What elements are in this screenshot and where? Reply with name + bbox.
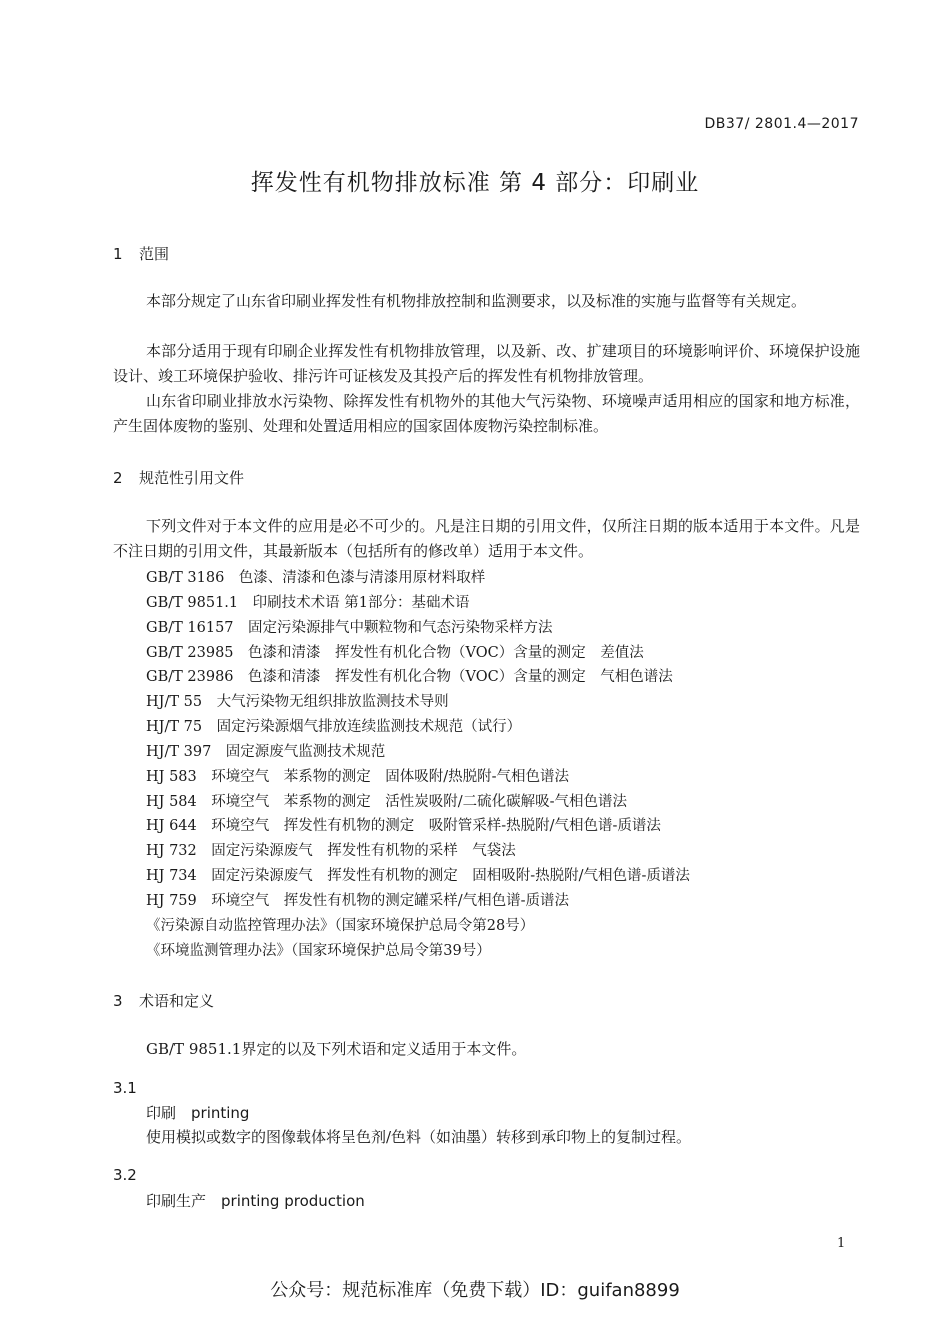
reference-item: HJ/T 55 大气污染物无组织排放监测技术导则 — [146, 694, 449, 711]
footer-watermark: 公众号：规范标准库（免费下载）ID：guifan8899 — [270, 1280, 680, 1301]
reference-item: HJ 734 固定污染源废气 挥发性有机物的测定 固相吸附-热脱附/气相色谱-质谱法 — [146, 868, 690, 885]
term-name: 印刷生产 printing production — [146, 1192, 365, 1210]
section-title: 规范性引用文件 — [139, 469, 245, 487]
reference-item: 《污染源自动监控管理办法》（国家环境保护总局令第28号） — [146, 917, 535, 934]
paragraph: 下列文件对于本文件的应用是必不可少的。凡是注日期的引用文件，仅所注日期的版本适用于本文件。凡是不注日期的引用文件，其最新版本（包括所有的修改单）适用于本文件。 — [113, 517, 860, 560]
reference-item: GB/T 9851.1 印刷技术术语 第1部分：基础术语 — [146, 594, 470, 611]
section-number: 2 — [113, 469, 123, 487]
reference-item: GB/T 23986 色漆和清漆 挥发性有机化合物（VOC）含量的测定 气相色谱法 — [146, 669, 673, 686]
reference-item: GB/T 23985 色漆和清漆 挥发性有机化合物（VOC）含量的测定 差值法 — [146, 644, 644, 661]
reference-item: HJ 732 固定污染源废气 挥发性有机物的采样 气袋法 — [146, 843, 516, 860]
section-2-heading — [113, 467, 244, 488]
reference-item: HJ 759 环境空气 挥发性有机物的测定罐采样/气相色谱-质谱法 — [146, 892, 570, 909]
reference-item: HJ/T 397 固定源废气监测技术规范 — [146, 743, 386, 760]
term-number: 3.1 — [113, 1079, 137, 1097]
reference-item: GB/T 16157 固定污染源排气中颗粒物和气态污染物采样方法 — [146, 619, 553, 636]
reference-list — [146, 566, 690, 964]
paragraph: 本部分规定了山东省印刷业挥发性有机物排放控制和监测要求，以及标准的实施与监督等有关规定。 — [146, 292, 807, 310]
term-number: 3.2 — [113, 1166, 137, 1184]
section-number: 3 — [113, 992, 123, 1010]
reference-item: HJ 583 环境空气 苯系物的测定 固体吸附/热脱附-气相色谱法 — [146, 768, 570, 785]
document-title: 挥发性有机物排放标准 第 4 部分：印刷业 — [250, 170, 700, 196]
paragraph: GB/T 9851.1界定的以及下列术语和定义适用于本文件。 — [146, 1040, 527, 1058]
section-title: 范围 — [139, 245, 170, 263]
reference-item: 《环境监测管理办法》（国家环境保护总局令第39号） — [146, 942, 491, 959]
reference-item: HJ/T 75 固定污染源烟气排放连续监测技术规范（试行） — [146, 719, 522, 736]
section-number: 1 — [113, 245, 123, 263]
reference-item: GB/T 3186 色漆、清漆和色漆与清漆用原材料取样 — [146, 570, 486, 586]
section-title: 术语和定义 — [139, 992, 215, 1010]
paragraph: 本部分适用于现有印刷企业挥发性有机物排放管理，以及新、改、扩建项目的环境影响评价、环境保护设施设计、竣工环境保护验收、排污许可证核发及其投产后的挥发性有机物排放管理。 — [113, 342, 860, 385]
term-name: 印刷 printing — [146, 1104, 250, 1122]
document-code: DB37/ 2801.4—2017 — [704, 116, 859, 132]
paragraph: 山东省印刷业排放水污染物、除挥发性有机物外的其他大气污染物、环境噪声适用相应的国家和地方标准，产生固体废物的鉴别、处理和处置适用相应的国家固体废物污染控制标准。 — [113, 392, 860, 435]
section-3-heading — [113, 990, 214, 1011]
section-1-heading — [113, 243, 169, 264]
page-number: 1 — [837, 1236, 846, 1251]
reference-item: HJ 584 环境空气 苯系物的测定 活性炭吸附/二硫化碳解吸-气相色谱法 — [146, 793, 628, 810]
term-definition: 使用模拟或数字的图像载体将呈色剂/色料（如油墨）转移到承印物上的复制过程。 — [146, 1128, 692, 1146]
reference-item: HJ 644 环境空气 挥发性有机物的测定 吸附管采样-热脱附/气相色谱-质谱法 — [146, 818, 661, 835]
